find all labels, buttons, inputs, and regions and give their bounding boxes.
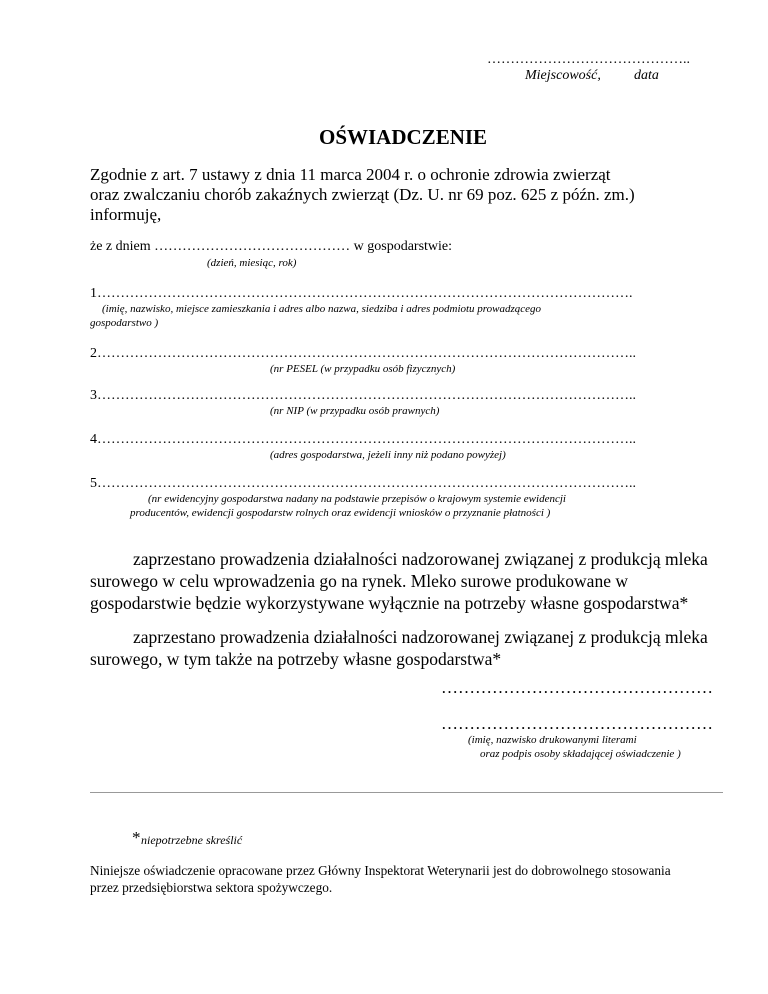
signature-dots-1: ………………………………………… <box>441 678 713 697</box>
divider <box>90 792 723 793</box>
option-2-line-1: zaprzestano prowadzenia działalności nadzorowanej związanej z produkcją mleka <box>133 627 708 647</box>
option-1-line-3: gospodarstwie będzie wykorzystywane wyłącznie na potrzeby własne gospodarstwa* <box>90 593 689 613</box>
field-3-line: 3…………………………………………………………………………………………………….. <box>90 388 636 403</box>
date-line: że z dniem …………………………………… w gospodarstwie: <box>90 239 453 254</box>
field-4-line: 4…………………………………………………………………………………………………….. <box>90 432 636 447</box>
page-title: OŚWIADCZENIE <box>319 125 488 149</box>
field-2-hint: (nr PESEL (w przypadku osób fizycznych) <box>270 363 456 375</box>
field-2-line: 2…………………………………………………………………………………………………….. <box>90 346 636 361</box>
field-1-hint-2: gospodarstwo ) <box>90 317 159 329</box>
field-1-hint: (imię, nazwisko, miejsce zamieszkania i adres albo nazwa, siedziba i adres podmiotu prowadzącego <box>102 303 542 315</box>
place-date-dots: …………………………………….. <box>487 52 690 67</box>
field-5-line: 5…………………………………………………………………………………………………….. <box>90 476 636 491</box>
signature-hint-2: oraz podpis osoby składającej oświadczenie ) <box>480 748 681 760</box>
date-label: data <box>634 68 659 83</box>
place-label: Miejscowość, <box>525 68 601 83</box>
intro-line-2: oraz zwalczaniu chorób zakaźnych zwierząt (Dz. U. nr 69 poz. 625 z późn. zm.) <box>90 185 635 204</box>
field-5-hint-2: producentów, ewidencji gospodarstw rolnych oraz ewidencji wniosków o przyznanie płatności ) <box>130 507 551 519</box>
option-1-line-2: surowego w celu wprowadzenia go na rynek. Mleko surowe produkowane w <box>90 571 628 591</box>
signature-hint-1: (imię, nazwisko drukowanymi literami <box>468 734 637 746</box>
option-2-line-2: surowego, w tym także na potrzeby własne gospodarstwa* <box>90 649 502 669</box>
footnote-text: niepotrzebne skreślić <box>141 833 243 847</box>
footer-line-1: Niniejsze oświadczenie opracowane przez Główny Inspektorat Weterynarii jest do dobrowolnego stosowania <box>90 863 671 878</box>
field-1-line: 1……………………………………………………………………………………………………. <box>90 286 633 301</box>
field-4-hint: (adres gospodarstwa, jeżeli inny niż podano powyżej) <box>270 449 506 461</box>
footnote-star: * <box>132 828 141 847</box>
field-3-hint: (nr NIP (w przypadku osób prawnych) <box>270 405 440 417</box>
field-5-hint: (nr ewidencyjny gospodarstwa nadany na podstawie przepisów o krajowym systemie ewidencji <box>148 493 566 505</box>
intro-line-3: informuję, <box>90 205 162 224</box>
date-hint: (dzień, miesiąc, rok) <box>207 257 297 269</box>
signature-dots-2: ………………………………………… <box>441 714 713 733</box>
intro-line-1: Zgodnie z art. 7 ustawy z dnia 11 marca 2004 r. o ochronie zdrowia zwierząt <box>90 165 611 184</box>
option-1-line-1: zaprzestano prowadzenia działalności nadzorowanej związanej z produkcją mleka <box>133 549 708 569</box>
footer-line-2: przez przedsiębiorstwa sektora spożywczego. <box>90 880 333 895</box>
